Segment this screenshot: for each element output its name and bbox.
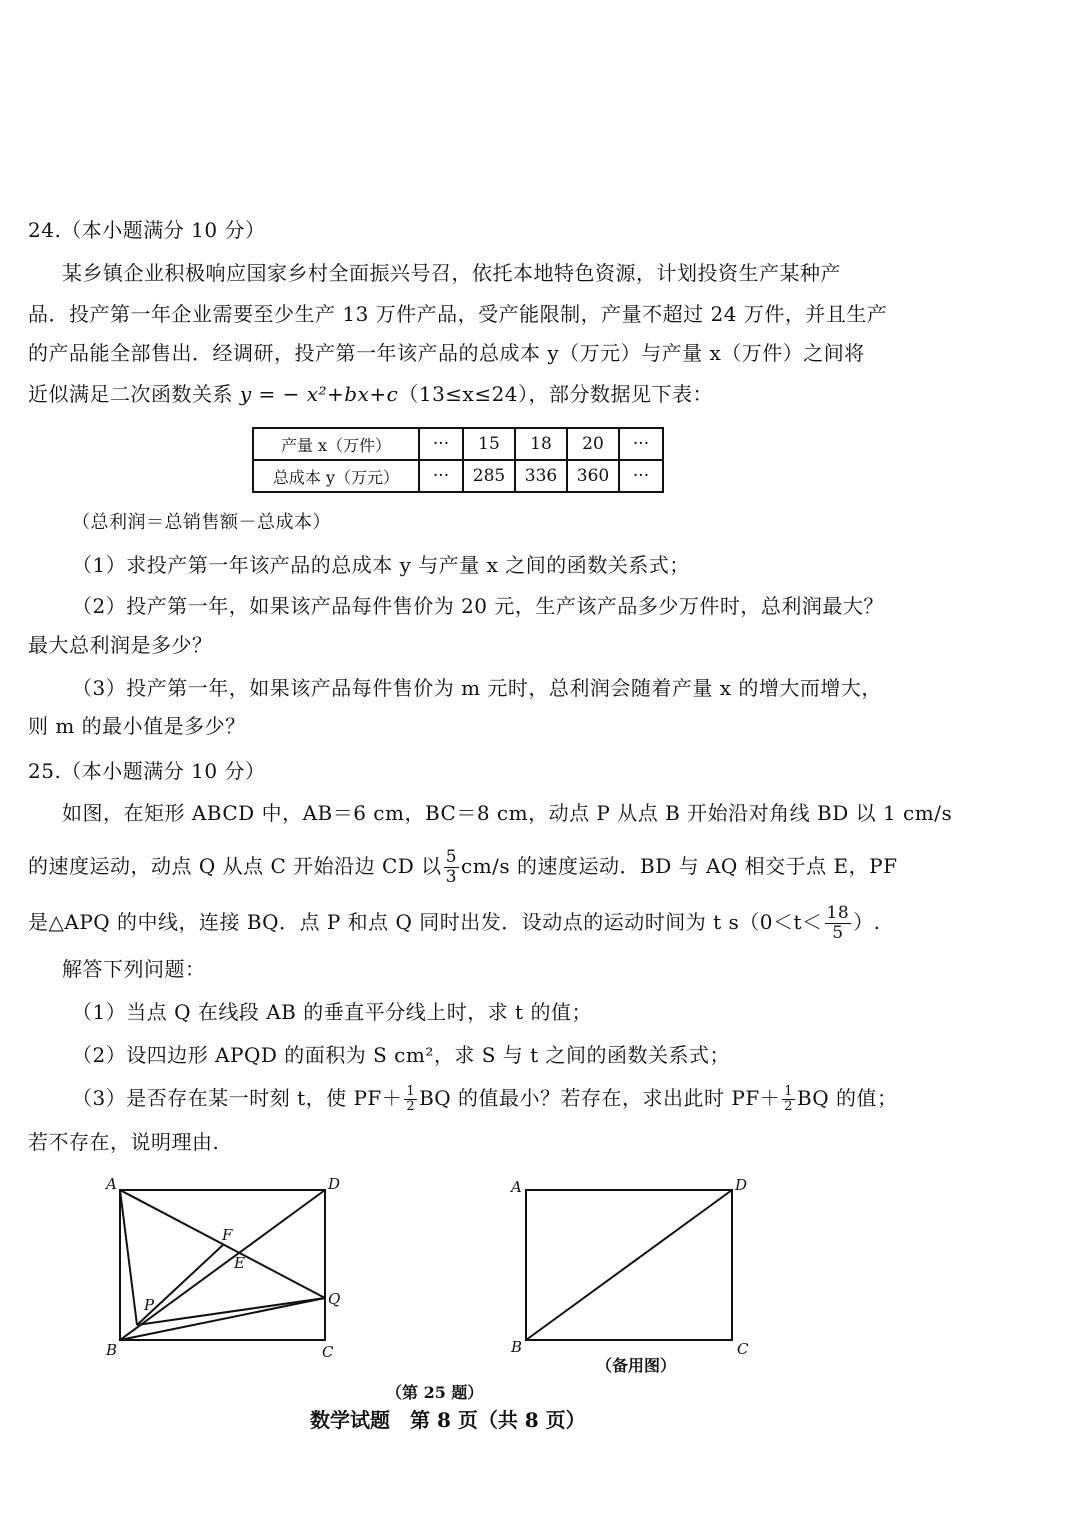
q25-text: 的速度运动，动点 Q 从点 C 开始沿边 CD 以 xyxy=(28,854,442,878)
q25-text: ）. xyxy=(853,910,881,934)
label-a: A xyxy=(511,1178,522,1196)
fraction-numerator: 18 xyxy=(826,903,850,923)
q24-profit-note: （总利润＝总销售额－总成本） xyxy=(72,512,331,533)
fraction-denominator: 2 xyxy=(406,1099,416,1114)
table-header-y: 总成本 y（万元） xyxy=(253,460,419,492)
q25-subquestion-2: （2）设四边形 APQD 的面积为 S cm²，求 S 与 t 之间的函数关系式； xyxy=(72,1043,731,1067)
q25-subquestion-3 xyxy=(72,1083,897,1114)
q24-subquestion-2: （2）投产第一年，如果该产品每件售价为 20 元，生产该产品多少万件时，总利润最大？ xyxy=(72,594,884,618)
fraction-denominator: 5 xyxy=(832,923,844,943)
label-q: Q xyxy=(328,1290,341,1308)
half-fraction xyxy=(404,1085,417,1114)
q25-text: BQ 的值； xyxy=(797,1086,898,1110)
rectangle-figure-main xyxy=(100,1168,360,1368)
figure-caption: （第 25 题） xyxy=(386,1383,484,1402)
table-row xyxy=(253,460,663,492)
time-bound-fraction xyxy=(825,904,852,943)
q24-data-table xyxy=(252,427,664,493)
q24-text: 近似满足二次函数关系 xyxy=(28,382,240,406)
q25-paragraph-line-2 xyxy=(28,848,897,887)
fraction-numerator: 5 xyxy=(445,847,458,867)
q25-subquestion-3-cont: 若不存在，说明理由. xyxy=(28,1130,220,1154)
label-d: D xyxy=(328,1175,341,1193)
table-cell-ellipsis: ··· xyxy=(419,428,463,460)
q24-domain: （13≤x≤24），部分数据见下表： xyxy=(398,382,714,406)
label-c: C xyxy=(737,1340,749,1358)
q25-text: cm/s 的速度运动．BD 与 AQ 相交于点 E，PF xyxy=(461,854,898,878)
q24-heading: 24.（本小题满分 10 分） xyxy=(28,218,266,242)
fraction-denominator: 3 xyxy=(445,867,458,887)
q25-paragraph-line-3 xyxy=(28,904,881,943)
label-c: C xyxy=(322,1343,334,1361)
q24-paragraph-line-2: 品．投产第一年企业需要至少生产 13 万件产品，受产能限制，产量不超过 24 万件，并且生产 xyxy=(28,302,888,326)
table-cell: 336 xyxy=(515,460,567,492)
q24-paragraph-line-3: 的产品能全部售出．经调研，投产第一年该产品的总成本 y（万元）与产量 x（万件）之间将 xyxy=(28,341,865,365)
table-cell: 285 xyxy=(463,460,515,492)
fraction-numerator: 1 xyxy=(784,1084,794,1099)
half-fraction xyxy=(782,1085,795,1114)
label-d: D xyxy=(735,1176,748,1194)
backup-figure-caption: （备用图） xyxy=(596,1356,677,1375)
q24-subquestion-2-cont: 最大总利润是多少？ xyxy=(28,633,213,657)
speed-fraction xyxy=(444,848,459,887)
label-a: A xyxy=(106,1175,117,1193)
q25-text: BQ 的值最小？若存在，求出此时 PF＋ xyxy=(419,1086,781,1110)
table-cell: 15 xyxy=(463,428,515,460)
q25-text: 是△APQ 的中线，连接 BQ．点 P 和点 Q 同时出发．设动点的运动时间为 t s（0＜t＜ xyxy=(28,910,823,934)
segment-aq xyxy=(120,1190,325,1298)
q24-subquestion-1: （1）求投产第一年该产品的总成本 y 与产量 x 之间的函数关系式； xyxy=(72,553,690,577)
q24-paragraph-line-1: 某乡镇企业积极响应国家乡村全面振兴号召，依托本地特色资源，计划投资生产某种产 xyxy=(62,261,841,285)
diagonal-bd xyxy=(526,1190,732,1340)
q25-text: （3）是否存在某一时刻 t，使 PF＋ xyxy=(72,1086,403,1110)
table-header-x: 产量 x（万件） xyxy=(253,428,419,460)
table-cell: 360 xyxy=(567,460,619,492)
q25-paragraph-line-1: 如图，在矩形 ABCD 中，AB＝6 cm，BC＝8 cm，动点 P 从点 B 开始沿对角线 BD 以 1 cm/s xyxy=(62,801,953,825)
q25-heading: 25.（本小题满分 10 分） xyxy=(28,759,266,783)
table-cell-ellipsis: ··· xyxy=(419,460,463,492)
q24-subquestion-3: （3）投产第一年，如果该产品每件售价为 m 元时，总利润会随着产量 x 的增大而增大， xyxy=(72,676,882,700)
table-cell-ellipsis: ··· xyxy=(619,460,663,492)
q24-subquestion-3-cont: 则 m 的最小值是多少？ xyxy=(28,714,246,738)
label-e: E xyxy=(234,1254,245,1272)
table-row xyxy=(253,428,663,460)
label-f: F xyxy=(222,1226,233,1244)
table-cell-ellipsis: ··· xyxy=(619,428,663,460)
q25-intro: 解答下列问题： xyxy=(62,957,206,981)
table-cell: 20 xyxy=(567,428,619,460)
q24-paragraph-line-4 xyxy=(28,379,713,409)
segment-ap xyxy=(120,1190,137,1325)
fraction-denominator: 2 xyxy=(784,1099,794,1114)
page-footer: 数学试题 第 8 页（共 8 页） xyxy=(310,1408,586,1432)
label-b: B xyxy=(106,1341,118,1359)
table-cell: 18 xyxy=(515,428,567,460)
label-p: P xyxy=(144,1296,155,1314)
rectangle-figure-backup xyxy=(505,1168,765,1368)
diagonal-bd xyxy=(120,1190,325,1340)
label-b: B xyxy=(511,1338,523,1356)
fraction-numerator: 1 xyxy=(406,1084,416,1099)
segment-pq xyxy=(137,1298,325,1325)
q25-subquestion-1: （1）当点 Q 在线段 AB 的垂直平分线上时，求 t 的值； xyxy=(72,1000,592,1024)
q24-equation: y = − x²+bx+c xyxy=(239,382,399,406)
